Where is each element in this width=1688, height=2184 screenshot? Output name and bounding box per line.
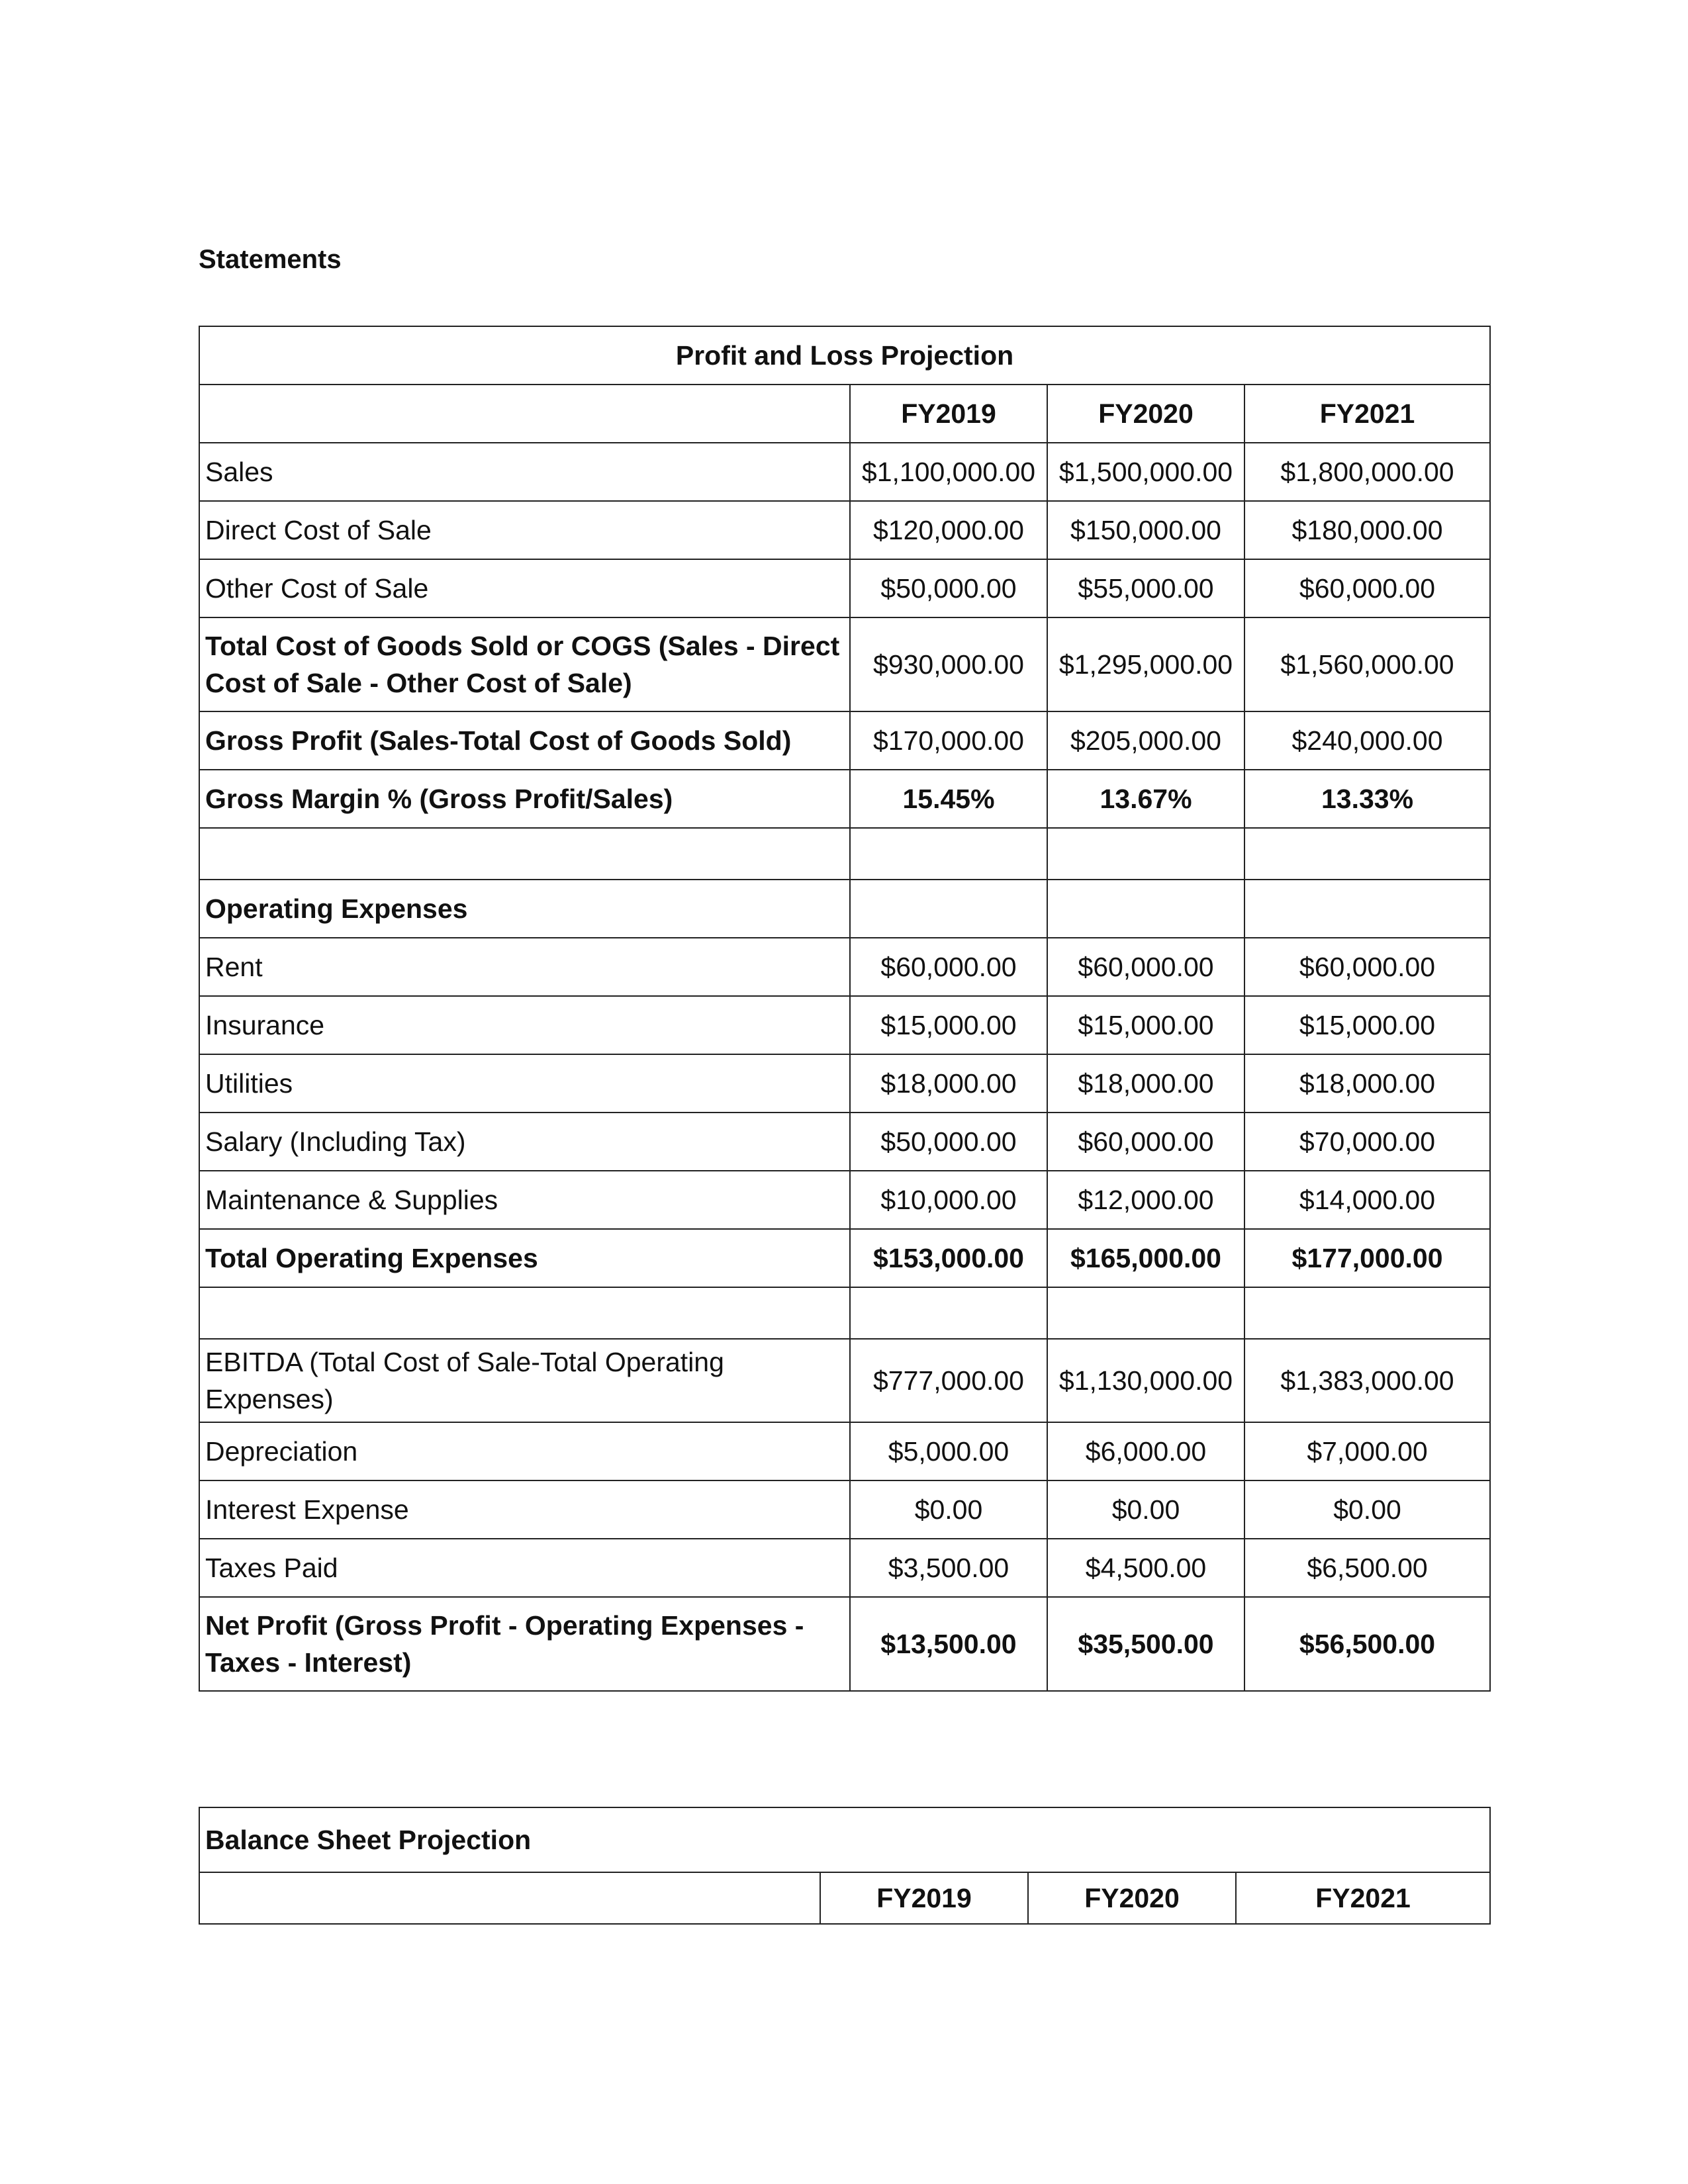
value-cell: $4,500.00	[1047, 1539, 1244, 1597]
empty-cell	[1244, 1287, 1490, 1339]
value-cell: $70,000.00	[1244, 1113, 1490, 1171]
value-cell: $120,000.00	[850, 501, 1047, 559]
row-label-maintenance: Maintenance & Supplies	[199, 1171, 850, 1229]
value-cell: $15,000.00	[1047, 996, 1244, 1054]
value-cell: $12,000.00	[1047, 1171, 1244, 1229]
value-cell: $0.00	[1244, 1480, 1490, 1539]
header-blank-cell	[199, 1872, 820, 1924]
value-cell: $60,000.00	[850, 938, 1047, 996]
value-cell: $50,000.00	[850, 559, 1047, 617]
table-row	[199, 938, 1490, 996]
year-header-fy2021: FY2021	[1244, 385, 1490, 443]
value-cell: $3,500.00	[850, 1539, 1047, 1597]
value-cell	[1047, 880, 1244, 938]
value-cell: $18,000.00	[850, 1054, 1047, 1113]
value-cell: $55,000.00	[1047, 559, 1244, 617]
value-cell: $14,000.00	[1244, 1171, 1490, 1229]
table-title: Profit and Loss Projection	[199, 326, 1490, 385]
value-cell: $5,000.00	[850, 1422, 1047, 1480]
row-label-ebitda: EBITDA (Total Cost of Sale-Total Operating Expenses)	[199, 1339, 850, 1422]
profit-loss-table	[199, 326, 1491, 1692]
value-cell: $170,000.00	[850, 711, 1047, 770]
value-cell: $180,000.00	[1244, 501, 1490, 559]
empty-cell	[199, 1287, 850, 1339]
value-cell: $205,000.00	[1047, 711, 1244, 770]
value-cell: $1,800,000.00	[1244, 443, 1490, 501]
table-row	[199, 1113, 1490, 1171]
value-cell: $60,000.00	[1244, 938, 1490, 996]
value-cell: $50,000.00	[850, 1113, 1047, 1171]
row-label-total-cogs: Total Cost of Goods Sold or COGS (Sales - Direct Cost of Sale - Other Cost of Sale)	[199, 617, 850, 711]
value-cell: $7,000.00	[1244, 1422, 1490, 1480]
year-header-fy2020: FY2020	[1047, 385, 1244, 443]
row-label-insurance: Insurance	[199, 996, 850, 1054]
section-header-row	[199, 880, 1490, 938]
value-cell: $1,500,000.00	[1047, 443, 1244, 501]
value-cell: $60,000.00	[1244, 559, 1490, 617]
value-cell	[850, 880, 1047, 938]
page-heading: Statements	[199, 245, 342, 274]
value-cell: 13.67%	[1047, 770, 1244, 828]
table-row	[199, 1339, 1490, 1422]
row-label-direct-cost: Direct Cost of Sale	[199, 501, 850, 559]
value-cell: $1,560,000.00	[1244, 617, 1490, 711]
value-cell: $18,000.00	[1047, 1054, 1244, 1113]
row-label-other-cost: Other Cost of Sale	[199, 559, 850, 617]
table-title-row	[199, 326, 1490, 385]
value-cell: $60,000.00	[1047, 938, 1244, 996]
value-cell: $10,000.00	[850, 1171, 1047, 1229]
table-row	[199, 1171, 1490, 1229]
value-cell: $930,000.00	[850, 617, 1047, 711]
year-header-row	[199, 1872, 1490, 1924]
row-label-interest-expense: Interest Expense	[199, 1480, 850, 1539]
row-label-sales: Sales	[199, 443, 850, 501]
empty-cell	[850, 828, 1047, 880]
empty-cell	[1047, 1287, 1244, 1339]
table-row	[199, 1422, 1490, 1480]
table-row	[199, 501, 1490, 559]
value-cell: $777,000.00	[850, 1339, 1047, 1422]
table-row	[199, 1597, 1490, 1691]
spacer-row	[199, 828, 1490, 880]
value-cell: $1,383,000.00	[1244, 1339, 1490, 1422]
year-header-fy2019: FY2019	[850, 385, 1047, 443]
empty-cell	[850, 1287, 1047, 1339]
table-row	[199, 711, 1490, 770]
table-row	[199, 1480, 1490, 1539]
value-cell: $1,295,000.00	[1047, 617, 1244, 711]
value-cell: $1,100,000.00	[850, 443, 1047, 501]
table-row	[199, 1229, 1490, 1287]
table-title: Balance Sheet Projection	[199, 1807, 1490, 1872]
table-row	[199, 443, 1490, 501]
value-cell: 15.45%	[850, 770, 1047, 828]
row-label-total-operating-expenses: Total Operating Expenses	[199, 1229, 850, 1287]
year-header-fy2019: FY2019	[820, 1872, 1028, 1924]
value-cell: $165,000.00	[1047, 1229, 1244, 1287]
year-header-row	[199, 385, 1490, 443]
table-title-row	[199, 1807, 1490, 1872]
table-row	[199, 996, 1490, 1054]
table-row	[199, 617, 1490, 711]
row-label-gross-profit: Gross Profit (Sales-Total Cost of Goods Sold)	[199, 711, 850, 770]
value-cell	[1244, 880, 1490, 938]
value-cell: 13.33%	[1244, 770, 1490, 828]
value-cell: $153,000.00	[850, 1229, 1047, 1287]
value-cell: $1,130,000.00	[1047, 1339, 1244, 1422]
value-cell: $18,000.00	[1244, 1054, 1490, 1113]
value-cell: $15,000.00	[1244, 996, 1490, 1054]
table-row	[199, 559, 1490, 617]
value-cell: $0.00	[850, 1480, 1047, 1539]
row-label-rent: Rent	[199, 938, 850, 996]
row-label-gross-margin: Gross Margin % (Gross Profit/Sales)	[199, 770, 850, 828]
value-cell: $6,000.00	[1047, 1422, 1244, 1480]
value-cell: $240,000.00	[1244, 711, 1490, 770]
value-cell: $150,000.00	[1047, 501, 1244, 559]
empty-cell	[1047, 828, 1244, 880]
year-header-fy2020: FY2020	[1028, 1872, 1236, 1924]
value-cell: $60,000.00	[1047, 1113, 1244, 1171]
value-cell: $56,500.00	[1244, 1597, 1490, 1691]
year-header-fy2021: FY2021	[1236, 1872, 1490, 1924]
row-label-operating-expenses: Operating Expenses	[199, 880, 850, 938]
value-cell: $35,500.00	[1047, 1597, 1244, 1691]
empty-cell	[199, 828, 850, 880]
header-blank-cell	[199, 385, 850, 443]
balance-sheet-table	[199, 1807, 1491, 1925]
value-cell: $13,500.00	[850, 1597, 1047, 1691]
value-cell: $6,500.00	[1244, 1539, 1490, 1597]
table-row	[199, 1054, 1490, 1113]
table-row	[199, 1539, 1490, 1597]
empty-cell	[1244, 828, 1490, 880]
spacer-row	[199, 1287, 1490, 1339]
row-label-depreciation: Depreciation	[199, 1422, 850, 1480]
row-label-taxes-paid: Taxes Paid	[199, 1539, 850, 1597]
row-label-net-profit: Net Profit (Gross Profit - Operating Expenses - Taxes - Interest)	[199, 1597, 850, 1691]
value-cell: $177,000.00	[1244, 1229, 1490, 1287]
row-label-utilities: Utilities	[199, 1054, 850, 1113]
table-row	[199, 770, 1490, 828]
value-cell: $15,000.00	[850, 996, 1047, 1054]
value-cell: $0.00	[1047, 1480, 1244, 1539]
row-label-salary: Salary (Including Tax)	[199, 1113, 850, 1171]
